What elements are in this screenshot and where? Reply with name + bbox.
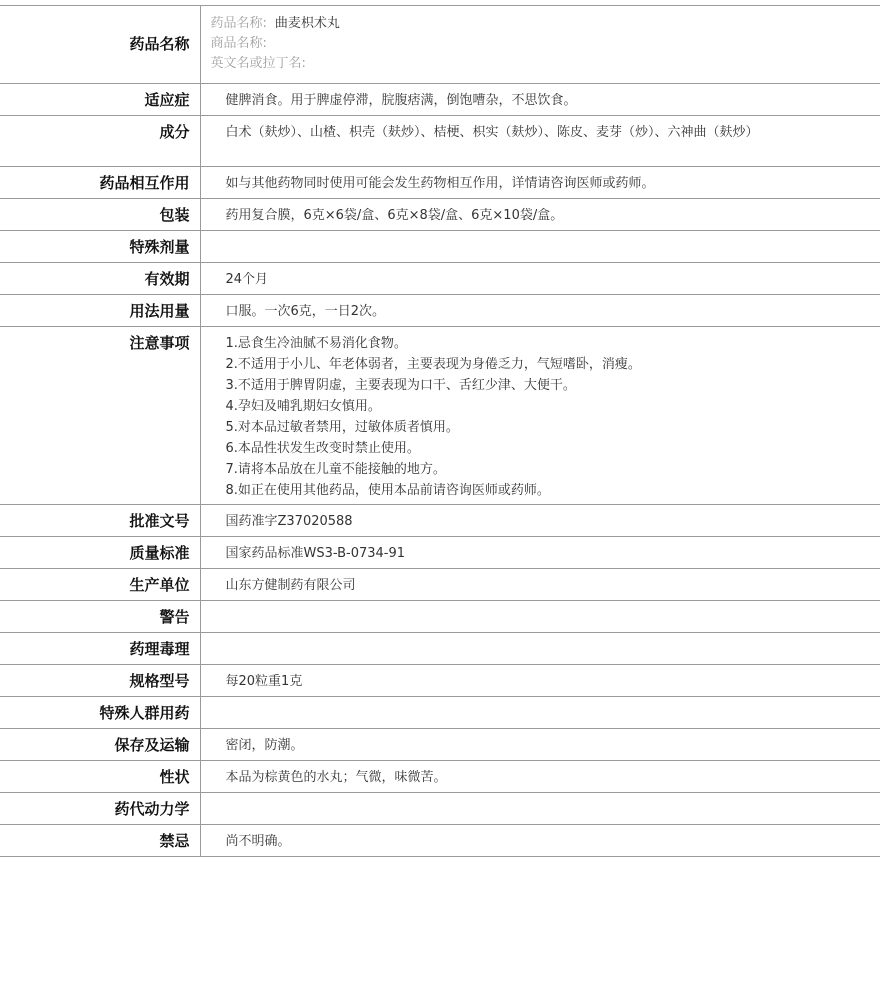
drug-name-label: 药品名称: xyxy=(210,16,267,31)
row-value: 山东方健制药有限公司 xyxy=(225,578,356,593)
row-value: 如与其他药物同时使用可能会发生药物相互作用，详情请咨询医师或药师。 xyxy=(225,176,655,191)
list-item: 4.孕妇及哺乳期妇女慎用。 xyxy=(225,399,381,414)
row-label: 特殊人群用药 xyxy=(0,697,200,729)
row-value xyxy=(200,601,880,633)
table-row-packaging xyxy=(0,199,880,231)
row-label: 性状 xyxy=(0,761,200,793)
row-value: 口服。一次6克，一日2次。 xyxy=(225,304,386,319)
table-row-validity xyxy=(0,263,880,295)
list-item: 3.不适用于脾胃阴虚，主要表现为口干、舌红少津、大便干。 xyxy=(225,378,576,393)
english-name-label: 英文名或拉丁名: xyxy=(210,56,306,71)
drug-name-value: 曲麦枳术丸 xyxy=(274,16,340,31)
table-row-precautions xyxy=(0,327,880,505)
table-row-warning xyxy=(0,601,880,633)
list-item: 7.请将本品放在儿童不能接触的地方。 xyxy=(225,462,446,477)
row-value xyxy=(200,793,880,825)
row-value: 国家药品标准WS3-B-0734-91 xyxy=(225,546,406,561)
table-row-appearance xyxy=(0,761,880,793)
row-value: 药用复合膜，6克×6袋/盒、6克×8袋/盒、6克×10袋/盒。 xyxy=(225,208,564,223)
row-label: 包装 xyxy=(0,199,200,231)
row-label: 批准文号 xyxy=(0,505,200,537)
row-value xyxy=(200,697,880,729)
row-label: 药品名称 xyxy=(0,6,200,84)
table-row-toxicology xyxy=(0,633,880,665)
row-value xyxy=(200,231,880,263)
list-item: 8.如正在使用其他药品，使用本品前请咨询医师或药师。 xyxy=(225,483,550,498)
table-row-spec xyxy=(0,665,880,697)
table-row-usage xyxy=(0,295,880,327)
table-row-storage xyxy=(0,729,880,761)
table-row-special-population xyxy=(0,697,880,729)
table-row-interactions xyxy=(0,167,880,199)
table-row-approval xyxy=(0,505,880,537)
row-label: 药品相互作用 xyxy=(0,167,200,199)
table-row-standard xyxy=(0,537,880,569)
row-value xyxy=(200,633,880,665)
list-item: 6.本品性状发生改变时禁止使用。 xyxy=(225,441,420,456)
table-row-manufacturer xyxy=(0,569,880,601)
row-label: 药理毒理 xyxy=(0,633,200,665)
row-value: 国药准字Z37020588 xyxy=(225,514,353,529)
table-row-ingredients xyxy=(0,116,880,167)
table-row-special-dosage xyxy=(0,231,880,263)
row-value: 健脾消食。用于脾虚停滞，脘腹痞满，倒饱嘈杂，不思饮食。 xyxy=(225,93,577,108)
row-label: 保存及运输 xyxy=(0,729,200,761)
row-label: 药代动力学 xyxy=(0,793,200,825)
row-value: 本品为棕黄色的水丸；气微，味微苦。 xyxy=(225,770,447,785)
list-item: 2.不适用于小儿、年老体弱者，主要表现为身倦乏力，气短嗜卧，消瘦。 xyxy=(225,357,641,372)
row-value: 每20粒重1克 xyxy=(225,674,303,689)
row-label: 特殊剂量 xyxy=(0,231,200,263)
row-label: 质量标准 xyxy=(0,537,200,569)
row-value: 24个月 xyxy=(225,272,269,287)
row-label: 警告 xyxy=(0,601,200,633)
table-row-drug-name xyxy=(0,6,880,84)
row-label: 注意事项 xyxy=(0,327,200,505)
row-label: 禁忌 xyxy=(0,825,200,857)
trade-name-label: 商品名称: xyxy=(210,36,267,51)
row-label: 规格型号 xyxy=(0,665,200,697)
row-label: 用法用量 xyxy=(0,295,200,327)
table-row-indication xyxy=(0,84,880,116)
row-label: 生产单位 xyxy=(0,569,200,601)
row-value xyxy=(200,327,880,505)
row-label: 成分 xyxy=(0,116,200,167)
list-item: 1.忌食生冷油腻不易消化食物。 xyxy=(225,336,407,351)
row-value xyxy=(200,6,880,84)
drug-info-table xyxy=(0,5,880,857)
row-value: 白术（麸炒）、山楂、枳壳（麸炒）、桔梗、枳实（麸炒）、陈皮、麦芽（炒）、六神曲（麸炒） xyxy=(225,125,759,140)
row-label: 适应症 xyxy=(0,84,200,116)
row-value: 密闭，防潮。 xyxy=(225,738,304,753)
row-label: 有效期 xyxy=(0,263,200,295)
list-item: 5.对本品过敏者禁用，过敏体质者慎用。 xyxy=(225,420,459,435)
table-row-pharmacokinetics xyxy=(0,793,880,825)
table-row-contraindications xyxy=(0,825,880,857)
row-value: 尚不明确。 xyxy=(225,834,291,849)
